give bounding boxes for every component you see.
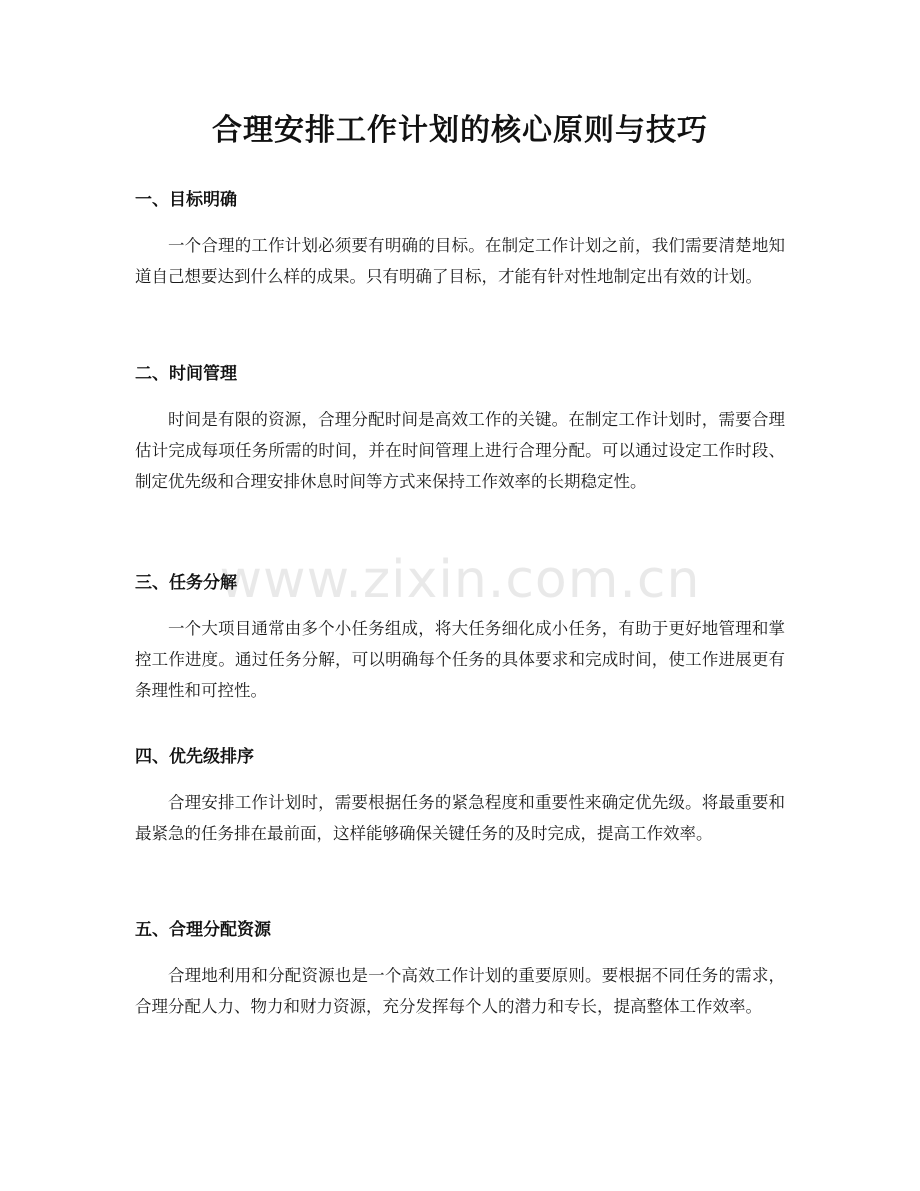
section-heading: 三、任务分解 (135, 573, 237, 593)
section-time-management (135, 362, 785, 497)
section-priority (135, 745, 785, 849)
section-paragraph: 一个合理的工作计划必须要有明确的目标。在制定工作计划之前，我们需要清楚地知道自己想要达到什么样的成果。只有明确了目标，才能有针对性地制定出有效的计划。 (135, 236, 785, 286)
section-resources (135, 918, 785, 1022)
section-heading: 一、目标明确 (135, 190, 237, 210)
watermark: www.zixin.com.cn (219, 550, 701, 610)
section-heading: 二、时间管理 (135, 364, 237, 384)
section-paragraph: 合理地利用和分配资源也是一个高效工作计划的重要原则。要根据不同任务的需求，合理分配人力、物力和财力资源，充分发挥每个人的潜力和专长，提高整体工作效率。 (135, 966, 785, 1016)
section-heading: 四、优先级排序 (135, 747, 254, 767)
section-goal (135, 188, 785, 292)
section-paragraph: 一个大项目通常由多个小任务组成，将大任务细化成小任务，有助于更好地管理和掌控工作进度。通过任务分解，可以明确每个任务的具体要求和完成时间，使工作进展更有条理性和可控性。 (135, 619, 785, 700)
document-title: 合理安排工作计划的核心原则与技巧 (212, 113, 708, 148)
section-paragraph: 合理安排工作计划时，需要根据任务的紧急程度和重要性来确定优先级。将最重要和最紧急的任务排在最前面，这样能够确保关键任务的及时完成，提高工作效率。 (135, 793, 785, 843)
section-heading: 五、合理分配资源 (135, 920, 271, 940)
section-paragraph: 时间是有限的资源，合理分配时间是高效工作的关键。在制定工作计划时，需要合理估计完成每项任务所需的时间，并在时间管理上进行合理分配。可以通过设定工作时段、制定优先级和合理安排休息时间等方式来保持工作效率的长期稳定性。 (135, 410, 785, 491)
section-task-breakdown (135, 571, 785, 706)
